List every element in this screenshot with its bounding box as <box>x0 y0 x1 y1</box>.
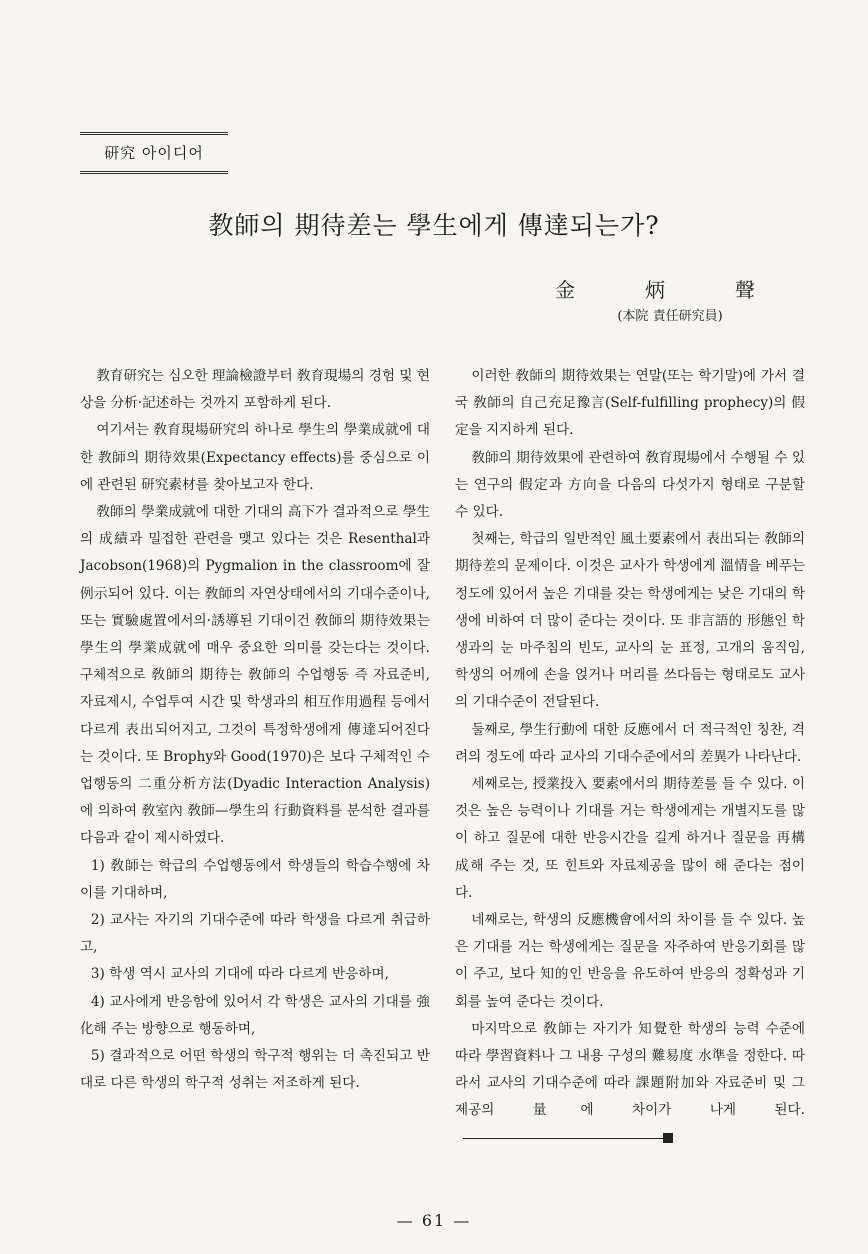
paragraph-text: 마지막으로 敎師는 자기가 知覺한 학생의 능력 수준에 따라 學習資料나 그 내용 구성의 難易度 水準을 정한다. 따라서 교사의 기대수준에 따라 課題附加와 자료준비 및 그 제공의 量에 차이가 나게 된다. <box>455 1020 805 1119</box>
left-column <box>80 363 430 1097</box>
right-column <box>455 363 805 1152</box>
author-affiliation: (本院 責任研究員) <box>617 309 723 324</box>
list-item: 1) 敎師는 학급의 수업행동에서 학생들의 학습수행에 차이를 기대하며, <box>80 857 430 901</box>
author-char: 金 <box>555 278 575 302</box>
paragraph-final <box>455 1016 805 1152</box>
paragraph: 여기서는 敎育現場研究의 하나로 學生의 學業成就에 대한 教師의 期待效果(Expectancy effects)를 중심으로 이에 관련된 研究素材를 찾아보고자 한다. <box>80 422 430 493</box>
paragraph: 첫째는, 학급의 일반적인 風土要素에서 表出되는 敎師의 期待差의 문제이다. 이것은 교사가 학생에게 溫情을 베푸는 정도에 있어서 높은 기대를 갖는 학생에게는 낮은 기대의 학생에 비하여 더 많이 준다는 것이다. 또 非言語的 形態인 학생과의 눈 마주침의 빈도, 교사의 눈 표정, 고개의 움직임, 학생의 어깨에 손을 얹거나 머리를 쓰다듬는 형태로도 교사의 기대수준이 전달된다. <box>455 531 805 711</box>
author-name <box>555 274 755 303</box>
paragraph: 세째로는, 授業投入 要素에서의 期待差를 들 수 있다. 이것은 높은 능력이나 기대를 거는 학생에게는 개별지도를 많이 하고 질문에 대한 반응시간을 길게 하거나 질문을 再構成해 주는 것, 또 힌트와 자료제공을 많이 해 준다는 점이다. <box>455 776 805 901</box>
end-mark-icon <box>663 1133 673 1143</box>
paragraph: 네째로는, 학생의 反應機會에서의 차이를 들 수 있다. 높은 기대를 거는 학생에게는 질문을 자주하여 반응기회를 많이 주고, 보다 知的인 반응을 유도하여 반응의 정확성과 기회를 높여 준다는 것이다. <box>455 912 805 1010</box>
list-item: 3) 학생 역시 교사의 기대에 따라 다르게 반응하며, <box>90 966 389 983</box>
paragraph: 둘째로, 學生行動에 대한 反應에서 더 적극적인 칭찬, 격려의 정도에 따라 교사의 기대수준에서의 差異가 나타난다. <box>455 721 805 765</box>
list-item: 2) 교사는 자기의 기대수준에 따라 학생을 다르게 취급하고, <box>80 912 430 956</box>
paragraph: 敎師의 學業成就에 대한 기대의 高下가 결과적으로 學生의 成績과 밀접한 관련을 맺고 있다는 것은 Resenthal과 Jacobson(1968)의 Pygmalion in the classroom에 잘 例示되어 있다. 이는 敎師의 자연상태에서의 기대수준이나, 또는 實驗處置에서의·誘導된 기대이건 敎師의 期待效果는 學生의 學業成就에 매우 중요한 의미를 갖는다는 것이다. 구체적으로 敎師의 期待는 敎師의 수업행동 즉 자료준비, 자료제시, 수업투여 시간 및 학생과의 相互作用過程 등에서 다르게 表出되어지고, 그것이 특정학생에게 傳達되어진다는 것이다. 또 Brophy와 Good(1970)은 보다 구체적인 수업행동의 二重分析方法(Dyadic Interaction Analysis)에 의하여 敎室內 敎師—學生의 行動資料를 분석한 결과를 다음과 같이 제시하였다. <box>80 504 430 847</box>
paragraph: 敎師의 期待效果에 관련하여 敎育現場에서 수행될 수 있는 연구의 假定과 方向을 다음의 다섯가지 형태로 구분할 수 있다. <box>455 449 805 521</box>
section-label: 研究 아이디어 <box>80 132 228 174</box>
page-number: — 61 — <box>396 1211 472 1230</box>
paragraph: 이러한 敎師의 期待效果는 연말(또는 학기말)에 가서 결국 敎師의 自己充足豫言(Self-fulfilling prophecy)의 假定을 지지하게 된다. <box>455 368 805 439</box>
paragraph: 教育研究는 심오한 理論檢證부터 敎育現場의 경험 및 현상을 分析·記述하는 것까지 포함하게 된다. <box>80 368 430 412</box>
author-char: 聲 <box>735 278 755 302</box>
end-rule <box>463 1138 663 1139</box>
author-char: 炳 <box>645 278 665 302</box>
list-item: 4) 교사에게 반응함에 있어서 각 학생은 교사의 기대를 強化해 주는 방향으로 행동하며, <box>80 993 430 1037</box>
list-item: 5) 결과적으로 어떤 학생의 학구적 행위는 더 촉진되고 반대로 다른 학생의 학구적 성취는 저조하게 된다. <box>80 1048 430 1092</box>
article-title: 教師의 期待差는 學生에게 傳達되는가? <box>208 211 660 240</box>
